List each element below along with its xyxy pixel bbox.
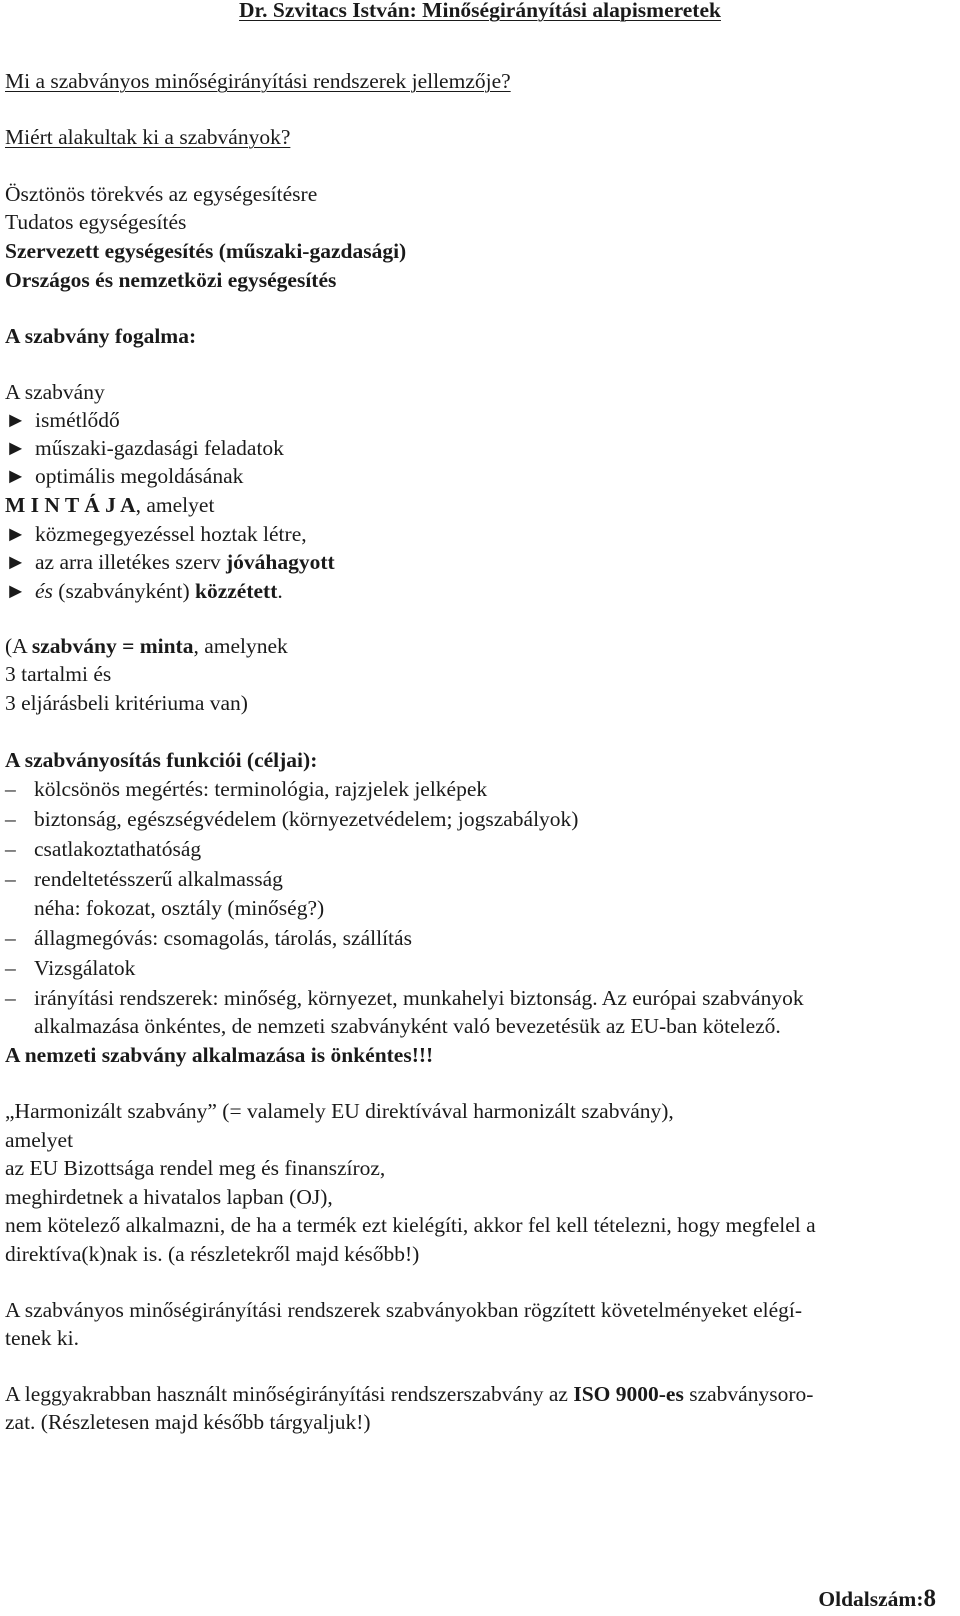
concept-item-4 [5, 520, 307, 549]
page-number-value: 8 [923, 1585, 936, 1612]
evolution-item-2: Tudatos egységesítés [5, 210, 187, 234]
dash-icon: – [5, 807, 16, 831]
arrow-icon: ► [5, 522, 27, 546]
minta-rest: , amelyet [135, 493, 215, 517]
summary-p2-line-2: zat. (Részletesen majd később tárgyaljuk!) [5, 1410, 371, 1434]
harmonized-line-3: az EU Bizottsága rendel meg és finanszíroz, [5, 1156, 386, 1180]
function-item-3 [5, 835, 201, 864]
concept-item-1 [5, 406, 120, 435]
harmonized-line-2: amelyet [5, 1128, 74, 1152]
page-number [818, 1584, 936, 1614]
dash-icon: – [5, 777, 16, 801]
function-item-4 [5, 865, 283, 894]
concept-item-italic: és [35, 579, 53, 603]
function-item-2 [5, 805, 578, 834]
concept-heading: A szabvány fogalma: [5, 324, 197, 348]
arrow-icon: ► [5, 464, 27, 488]
arrow-icon: ► [5, 436, 27, 460]
function-text: Vizsgálatok [34, 956, 136, 980]
function-item-1 [5, 775, 487, 804]
concept-item-text: (szabványként) [52, 579, 196, 603]
concept-item-text: közmegegyezéssel hoztak létre, [35, 522, 307, 546]
concept-intro: A szabvány [5, 380, 105, 404]
harmonized-line-4: meghirdetnek a hivatalos lapban (OJ), [5, 1185, 333, 1209]
function-item-6 [5, 954, 135, 983]
evolution-item-1: Ösztönös törekvés az egységesítésre [5, 182, 318, 206]
page-header: Dr. Szvitacs István: Minőségirányítási alapismeretek [239, 0, 721, 22]
dash-icon: – [5, 986, 16, 1010]
function-text: csatlakoztathatóság [34, 837, 202, 861]
concept-item-period: . [277, 579, 283, 603]
question-2: Miért alakultak ki a szabványok? [5, 125, 291, 149]
function-item-7-cont: alkalmazása önkéntes, de nemzeti szabványként való bevezetésük az EU-ban kötelező. [34, 1014, 781, 1038]
harmonized-line-1: „Harmonizált szabvány” (= valamely EU direktívával harmonizált szabvány), [5, 1099, 674, 1123]
criteria-text: (A [5, 634, 32, 658]
function-text: irányítási rendszerek: minőség, környezet, munkahelyi biztonság. Az európai szabványok [34, 986, 804, 1010]
concept-item-5 [5, 548, 335, 577]
arrow-icon: ► [5, 408, 27, 432]
summary-text: A leggyakrabban használt minőségirányítási rendszerszabvány az [5, 1382, 574, 1406]
criteria-line-2: 3 tartalmi és [5, 662, 112, 686]
evolution-item-3: Szervezett egységesítés (műszaki-gazdasági) [5, 239, 407, 263]
page-number-label: Oldalszám: [818, 1587, 924, 1611]
concept-item-text: optimális megoldásának [35, 464, 244, 488]
functions-emphasis: A nemzeti szabvány alkalmazása is önkéntes!!! [5, 1043, 434, 1067]
function-text: állagmegóvás: csomagolás, tárolás, szállítás [34, 926, 412, 950]
criteria-line-1 [5, 632, 288, 661]
concept-item-text: ismétlődő [35, 408, 120, 432]
summary-p1-line-2: tenek ki. [5, 1326, 80, 1350]
harmonized-line-6: direktíva(k)nak is. (a részletekről majd később!) [5, 1242, 420, 1266]
concept-item-2 [5, 434, 284, 463]
dash-icon: – [5, 837, 16, 861]
concept-item-text: műszaki-gazdasági feladatok [35, 436, 284, 460]
concept-item-bold: közzétett [195, 579, 278, 603]
dash-icon: – [5, 926, 16, 950]
concept-item-3 [5, 462, 243, 491]
function-item-5 [5, 924, 412, 953]
criteria-line-3: 3 eljárásbeli kritériuma van) [5, 691, 248, 715]
iso-standard: ISO 9000-es [573, 1382, 684, 1406]
arrow-icon: ► [5, 550, 27, 574]
summary-p1-line-1: A szabványos minőségirányítási rendszerek szabványokban rögzített követelményeket elégí- [5, 1298, 803, 1322]
summary-text: szabványsoro- [683, 1382, 814, 1406]
concept-item-bold: jóváhagyott [226, 550, 335, 574]
dash-icon: – [5, 867, 16, 891]
concept-item-6 [5, 577, 283, 606]
function-item-4-sub: néha: fokozat, osztály (minőség?) [34, 896, 325, 920]
concept-minta [5, 491, 214, 520]
harmonized-line-5: nem kötelező alkalmazni, de ha a termék ezt kielégíti, akkor fel kell tételezni, hogy megfelel a [5, 1213, 816, 1237]
function-text: biztonság, egészségvédelem (környezetvédelem; jogszabályok) [34, 807, 579, 831]
function-item-7 [5, 984, 804, 1013]
function-text: rendeltetésszerű alkalmasság [34, 867, 283, 891]
functions-heading: A szabványosítás funkciói (céljai): [5, 748, 318, 772]
minta-word: M I N T Á J A [5, 493, 136, 517]
dash-icon: – [5, 956, 16, 980]
question-1: Mi a szabványos minőségirányítási rendszerek jellemzője? [5, 69, 511, 93]
arrow-icon: ► [5, 579, 27, 603]
criteria-bold: szabvány = minta [31, 634, 194, 658]
function-text: kölcsönös megértés: terminológia, rajzjelek jelképek [34, 777, 488, 801]
summary-p2-line-1 [5, 1380, 813, 1409]
evolution-item-4: Országos és nemzetközi egységesítés [5, 268, 337, 292]
concept-item-text: az arra illetékes szerv [35, 550, 226, 574]
criteria-text: , amelynek [193, 634, 288, 658]
